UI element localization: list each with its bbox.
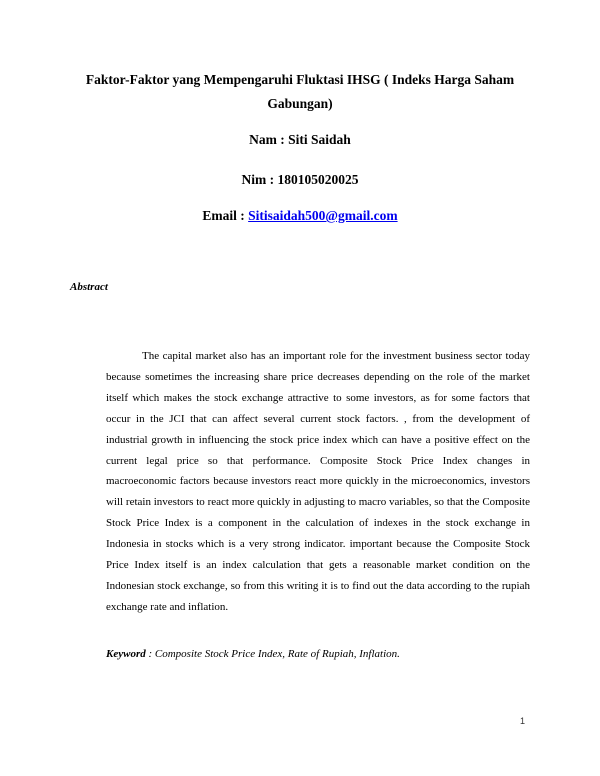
abstract-paragraph: The capital market also has an important role for the investment business sector today because sometimes the increasing share price decreases depending on the role of the market itself which makes the stock exchange attractive to some investors, as for some factors that occur in the JCI that can affect several current stock factors. , from the development of industrial growth in influencing the stock price index which can have a positive effect on the current legal price so that performance. Composite Stock Price Index changes in macroeconomic factors because investors react more quickly in the microeconomics, investors will retain investors to react more quickly in adjusting to macro variables, so that the Composite Stock Price Index is a component in the calculation of indexes in the stock exchange in Indonesia in stocks which is a very strong indicator. important because the Composite Stock Price Index itself is an index calculation that gets a reasonable market condition on the Indonesian stock exchange, so from this writing it is to find out the data according to the rupiah exchange rate and inflation.: [106, 350, 530, 613]
email-line: [0, 207, 600, 225]
student-id: Nim : 180105020025: [241, 172, 359, 187]
page-number: 1: [520, 716, 526, 726]
keyword-list: : Composite Stock Price Index, Rate of Rupiah, Inflation.: [145, 648, 400, 660]
keyword-label: Keyword: [106, 648, 146, 660]
author-name: Nam : Siti Saidah: [249, 132, 351, 147]
email-label: Email :: [202, 208, 249, 223]
paper-title: Faktor-Faktor yang Mempengaruhi Fluktasi IHSG ( Indeks Harga Saham Gabungan): [85, 72, 515, 111]
keywords: [106, 645, 530, 663]
email-link[interactable]: Sitisaidah500@gmail.com: [248, 208, 398, 223]
abstract-heading: Abstract: [70, 281, 108, 293]
